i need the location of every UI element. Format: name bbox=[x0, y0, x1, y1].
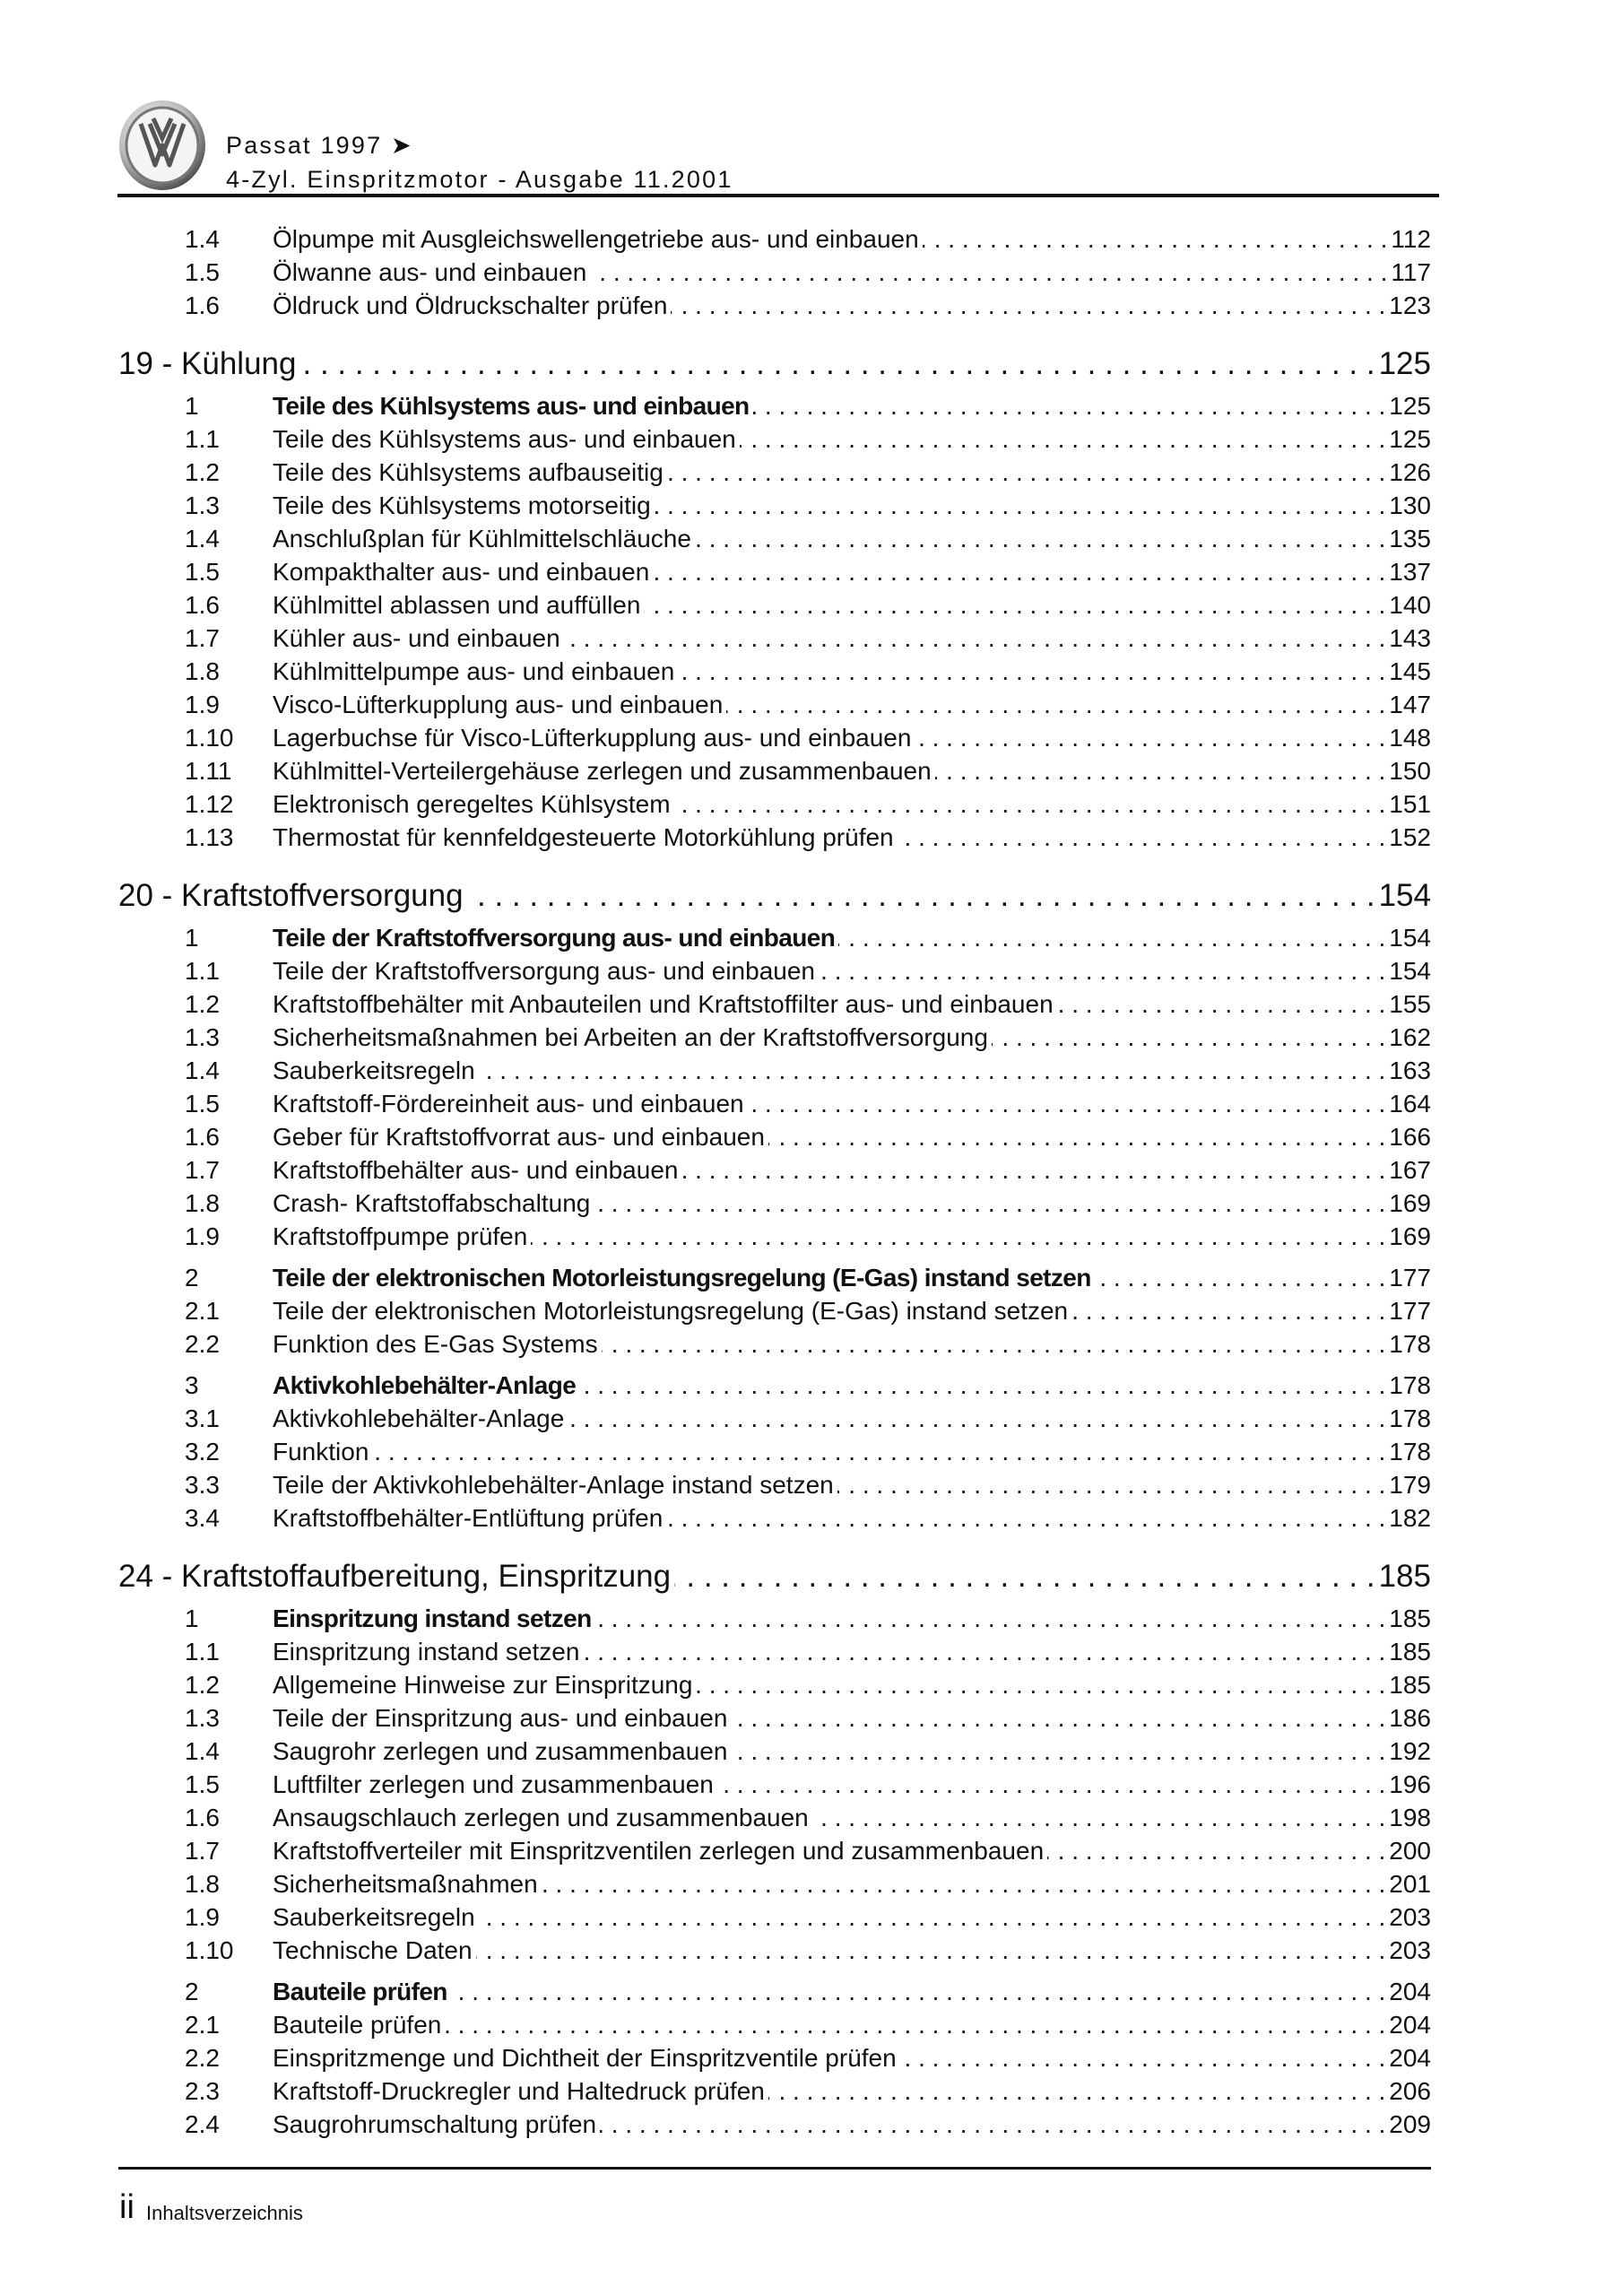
entry-page-number: 166 bbox=[1389, 1123, 1431, 1151]
entry-page-number: 200 bbox=[1389, 1837, 1431, 1865]
entry-title: Lagerbuchse für Visco-Lüfterkupplung aus- und einbauen bbox=[273, 724, 912, 752]
toc-entry[interactable] bbox=[118, 1220, 1431, 1253]
dot-leader bbox=[898, 821, 1386, 854]
dot-leader bbox=[602, 1327, 1386, 1361]
dot-leader bbox=[644, 588, 1385, 622]
dot-leader bbox=[579, 1369, 1385, 1402]
entry-page-number: 178 bbox=[1389, 1438, 1431, 1465]
entry-title: Sicherheitsmaßnahmen bei Arbeiten an der Kraftstoffversorgung bbox=[273, 1023, 988, 1051]
document-header bbox=[226, 128, 733, 196]
entry-page-number: 209 bbox=[1389, 2110, 1431, 2138]
entry-page-number: 179 bbox=[1389, 1471, 1431, 1499]
entry-number: 1.5 bbox=[185, 258, 220, 286]
entry-number: 2.1 bbox=[185, 1297, 220, 1325]
dot-leader bbox=[451, 1975, 1385, 2008]
dot-leader bbox=[819, 954, 1385, 987]
entry-page-number: 135 bbox=[1389, 525, 1431, 552]
header-model: Passat 1997 ➤ bbox=[226, 132, 413, 159]
entry-number: 1.1 bbox=[185, 957, 220, 985]
entry-page-number: 145 bbox=[1389, 657, 1431, 685]
dot-leader bbox=[568, 1402, 1385, 1435]
entry-title: Technische Daten bbox=[273, 1936, 473, 1964]
entry-number: 1.2 bbox=[185, 458, 220, 486]
entry-title: Kompakthalter aus- und einbauen bbox=[273, 558, 650, 586]
entry-title: Öldruck und Öldruckschalter prüfen bbox=[273, 291, 668, 319]
entry-page-number: 177 bbox=[1389, 1297, 1431, 1325]
toc-chapter[interactable] bbox=[118, 347, 1431, 380]
toc-entry[interactable] bbox=[118, 1294, 1431, 1327]
entry-title: Saugrohr zerlegen und zusammenbauen bbox=[273, 1737, 728, 1765]
entry-page-number: 125 bbox=[1378, 346, 1431, 381]
entry-title: Kraftstoffbehälter mit Anbauteilen und Kraftstoffilter aus- und einbauen bbox=[273, 990, 1054, 1018]
entry-page-number: 204 bbox=[1389, 2044, 1431, 2072]
entry-title: Einspritzmenge und Dichtheit der Einspritzventile prüfen bbox=[273, 2044, 897, 2072]
entry-title: Luftfilter zerlegen und zusammenbauen bbox=[273, 1770, 714, 1798]
entry-number: 1 bbox=[185, 924, 199, 952]
entry-number: 1.10 bbox=[185, 1936, 234, 1964]
entry-page-number: 178 bbox=[1389, 1371, 1431, 1399]
entry-number: 1.8 bbox=[185, 1189, 220, 1217]
entry-title: Aktivkohlebehälter-Anlage bbox=[273, 1371, 577, 1399]
toc-entry[interactable] bbox=[118, 1435, 1431, 1468]
entry-title: Ansaugschlauch zerlegen und zusammenbauen bbox=[273, 1804, 809, 1831]
entry-page-number: 148 bbox=[1389, 724, 1431, 752]
toc-entry[interactable] bbox=[118, 2108, 1431, 2141]
entry-page-number: 154 bbox=[1378, 878, 1431, 913]
toc-section[interactable] bbox=[118, 1975, 1431, 2008]
entry-page-number: 154 bbox=[1389, 924, 1431, 952]
entry-number: 1 bbox=[185, 392, 199, 420]
entry-number: 1.3 bbox=[185, 1704, 220, 1732]
toc-entry[interactable] bbox=[118, 2041, 1431, 2074]
toc-entry[interactable] bbox=[118, 422, 1431, 456]
entry-page-number: 154 bbox=[1389, 957, 1431, 985]
entry-title: Einspritzung instand setzen bbox=[273, 1605, 592, 1632]
toc-entry[interactable] bbox=[118, 1153, 1431, 1187]
toc-entry[interactable] bbox=[118, 1402, 1431, 1435]
footer-rule bbox=[118, 2167, 1431, 2170]
dot-leader bbox=[923, 222, 1388, 256]
entry-title: Kraftstoff-Druckregler und Haltedruck prüfen bbox=[273, 2077, 765, 2105]
entry-title: Allgemeine Hinweise zur Einspritzung bbox=[273, 1671, 693, 1699]
toc-entry[interactable] bbox=[118, 1635, 1431, 1668]
dot-leader bbox=[992, 1021, 1385, 1054]
toc-entry[interactable] bbox=[118, 289, 1431, 322]
toc-entry[interactable] bbox=[118, 1768, 1431, 1801]
entry-number: 3.4 bbox=[185, 1504, 220, 1532]
entry-number: 1.9 bbox=[185, 1222, 220, 1250]
dot-leader bbox=[671, 289, 1385, 322]
entry-title: Ölwanne aus- und einbauen bbox=[273, 258, 587, 286]
dot-leader bbox=[299, 347, 1375, 380]
dot-leader bbox=[667, 456, 1385, 489]
entry-page-number: 151 bbox=[1389, 790, 1431, 818]
entry-number: 1.3 bbox=[185, 491, 220, 519]
dot-leader bbox=[476, 1934, 1386, 1967]
dot-leader bbox=[731, 1735, 1385, 1768]
entry-page-number: 152 bbox=[1389, 823, 1431, 851]
entry-number: 1.2 bbox=[185, 990, 220, 1018]
dot-leader bbox=[583, 1635, 1385, 1668]
entry-number: 1.2 bbox=[185, 1671, 220, 1699]
toc-entry[interactable] bbox=[118, 622, 1431, 655]
entry-number: 2.4 bbox=[185, 2110, 220, 2138]
dot-leader bbox=[837, 1468, 1386, 1501]
entry-title: Aktivkohlebehälter-Anlage bbox=[273, 1405, 565, 1432]
entry-page-number: 117 bbox=[1391, 258, 1431, 286]
entry-number: 1.1 bbox=[185, 1638, 220, 1665]
toc-section[interactable] bbox=[118, 921, 1431, 954]
dot-leader bbox=[467, 879, 1375, 912]
dot-leader bbox=[372, 1435, 1385, 1468]
entry-number: 2 bbox=[185, 1264, 199, 1292]
entry-number: 1.4 bbox=[185, 1057, 220, 1084]
entry-title: Funktion des E-Gas Systems bbox=[273, 1330, 598, 1358]
entry-page-number: 143 bbox=[1389, 624, 1431, 652]
entry-title: Kühlmittelpumpe aus- und einbauen bbox=[273, 657, 675, 685]
entry-number: 1.10 bbox=[185, 724, 234, 752]
entry-page-number: 150 bbox=[1389, 757, 1431, 785]
dot-leader bbox=[731, 1701, 1385, 1735]
entry-page-number: 125 bbox=[1389, 392, 1431, 420]
entry-page-number: 140 bbox=[1389, 591, 1431, 619]
dot-leader bbox=[590, 256, 1387, 289]
entry-title: Teile der Einspritzung aus- und einbauen bbox=[273, 1704, 728, 1732]
toc-entry[interactable] bbox=[118, 256, 1431, 289]
dot-leader bbox=[695, 522, 1385, 555]
dot-leader bbox=[1047, 1834, 1385, 1867]
entry-number: 1.4 bbox=[185, 225, 220, 253]
entry-title: Saugrohrumschaltung prüfen bbox=[273, 2110, 597, 2138]
entry-page-number: 185 bbox=[1389, 1671, 1431, 1699]
entry-title: Kühlmittel-Verteilergehäuse zerlegen und zusammenbauen bbox=[273, 757, 932, 785]
entry-number: 1.3 bbox=[185, 1023, 220, 1051]
entry-page-number: 167 bbox=[1389, 1156, 1431, 1184]
toc-entry[interactable] bbox=[118, 1867, 1431, 1900]
toc-entry[interactable] bbox=[118, 1120, 1431, 1153]
header-edition: 4-Zyl. Einspritzmotor - Ausgabe 11.2001 bbox=[226, 166, 733, 193]
entry-title: 19 - Kühlung bbox=[118, 346, 297, 381]
dot-leader bbox=[1071, 1294, 1385, 1327]
entry-page-number: 123 bbox=[1389, 291, 1431, 319]
toc-entry[interactable] bbox=[118, 1087, 1431, 1120]
entry-title: 24 - Kraftstoffaufbereitung, Einspritzung bbox=[118, 1559, 672, 1594]
entry-title: Thermostat für kennfeldgesteuerte Motorkühlung prüfen bbox=[273, 823, 894, 851]
entry-page-number: 182 bbox=[1389, 1504, 1431, 1532]
entry-title: Kraftstoffbehälter aus- und einbauen bbox=[273, 1156, 679, 1184]
entry-title: Sauberkeitsregeln bbox=[273, 1057, 475, 1084]
entry-title: Anschlußplan für Kühlmittelschläuche bbox=[273, 525, 691, 552]
entry-number: 1.4 bbox=[185, 1737, 220, 1765]
dot-leader bbox=[479, 1054, 1386, 1087]
dot-leader bbox=[666, 1501, 1385, 1535]
dot-leader bbox=[653, 555, 1385, 588]
entry-number: 1.9 bbox=[185, 691, 220, 718]
dot-leader bbox=[479, 1900, 1386, 1934]
toc-entry[interactable] bbox=[118, 754, 1431, 787]
toc-entry[interactable] bbox=[118, 1187, 1431, 1220]
entry-number: 3.1 bbox=[185, 1405, 220, 1432]
entry-number: 1.5 bbox=[185, 1090, 220, 1118]
entry-page-number: 185 bbox=[1389, 1638, 1431, 1665]
entry-number: 1.5 bbox=[185, 558, 220, 586]
dot-leader bbox=[812, 1801, 1386, 1834]
dot-leader bbox=[674, 787, 1386, 821]
entry-page-number: 177 bbox=[1389, 1264, 1431, 1292]
dot-leader bbox=[674, 1560, 1375, 1593]
toc-entry[interactable] bbox=[118, 2008, 1431, 2041]
entry-title: Kraftstoffpumpe prüfen bbox=[273, 1222, 528, 1250]
entry-title: 20 - Kraftstoffversorgung bbox=[118, 878, 464, 913]
dot-leader bbox=[678, 655, 1385, 688]
entry-number: 1.12 bbox=[185, 790, 234, 818]
entry-title: Kraftstoffbehälter-Entlüftung prüfen bbox=[273, 1504, 664, 1532]
toc-section[interactable] bbox=[118, 1369, 1431, 1402]
entry-page-number: 201 bbox=[1389, 1870, 1431, 1898]
entry-number: 1.6 bbox=[185, 1123, 220, 1151]
entry-page-number: 163 bbox=[1389, 1057, 1431, 1084]
entry-page-number: 186 bbox=[1389, 1704, 1431, 1732]
entry-number: 1.8 bbox=[185, 657, 220, 685]
dot-leader bbox=[696, 1668, 1385, 1701]
toc-section[interactable] bbox=[118, 1602, 1431, 1635]
toc-entry[interactable] bbox=[118, 1021, 1431, 1054]
dot-leader bbox=[753, 389, 1386, 422]
footer-page-number: ii bbox=[119, 2188, 134, 2226]
dot-leader bbox=[445, 2008, 1385, 2041]
entry-number: 1.7 bbox=[185, 1156, 220, 1184]
toc-entry[interactable] bbox=[118, 821, 1431, 854]
entry-title: Crash- Kraftstoffabschaltung bbox=[273, 1189, 591, 1217]
entry-number: 3 bbox=[185, 1371, 199, 1399]
dot-leader bbox=[935, 754, 1386, 787]
entry-number: 1.4 bbox=[185, 525, 220, 552]
entry-title: Teile des Kühlsystems aus- und einbauen bbox=[273, 392, 750, 420]
toc-entry[interactable] bbox=[118, 588, 1431, 622]
dot-leader bbox=[564, 622, 1386, 655]
entry-number: 1.6 bbox=[185, 291, 220, 319]
entry-number: 3.3 bbox=[185, 1471, 220, 1499]
entry-number: 2.3 bbox=[185, 2077, 220, 2105]
entry-page-number: 203 bbox=[1389, 1936, 1431, 1964]
dot-leader bbox=[717, 1768, 1385, 1801]
dot-leader bbox=[681, 1153, 1385, 1187]
entry-page-number: 137 bbox=[1389, 558, 1431, 586]
dot-leader bbox=[655, 489, 1386, 522]
entry-page-number: 192 bbox=[1389, 1737, 1431, 1765]
entry-title: Ölpumpe mit Ausgleichswellengetriebe aus- und einbauen bbox=[273, 225, 919, 253]
entry-title: Sicherheitsmaßnahmen bbox=[273, 1870, 538, 1898]
toc-entry[interactable] bbox=[118, 1834, 1431, 1867]
entry-number: 2.1 bbox=[185, 2011, 220, 2039]
dot-leader bbox=[600, 2108, 1385, 2141]
entry-title: Visco-Lüfterkupplung aus- und einbauen bbox=[273, 691, 724, 718]
toc-entry[interactable] bbox=[118, 721, 1431, 754]
entry-title: Teile des Kühlsystems motorseitig bbox=[273, 491, 651, 519]
entry-page-number: 178 bbox=[1389, 1330, 1431, 1358]
toc-entry[interactable] bbox=[118, 555, 1431, 588]
entry-title: Kühler aus- und einbauen bbox=[273, 624, 560, 652]
toc-entry[interactable] bbox=[118, 222, 1431, 256]
entry-number: 1.6 bbox=[185, 591, 220, 619]
entry-title: Teile der elektronischen Motorleistungsregelung (E-Gas) instand setzen bbox=[273, 1297, 1069, 1325]
entry-page-number: 196 bbox=[1389, 1770, 1431, 1798]
entry-number: 2.2 bbox=[185, 1330, 220, 1358]
table-of-contents bbox=[118, 222, 1431, 2141]
dot-leader bbox=[594, 1187, 1385, 1220]
toc-entry[interactable] bbox=[118, 688, 1431, 721]
entry-title: Elektronisch geregeltes Kühlsystem bbox=[273, 790, 671, 818]
entry-page-number: 206 bbox=[1389, 2077, 1431, 2105]
dot-leader bbox=[838, 921, 1385, 954]
entry-number: 1.5 bbox=[185, 1770, 220, 1798]
toc-entry[interactable] bbox=[118, 456, 1431, 489]
toc-chapter[interactable] bbox=[118, 1560, 1431, 1593]
entry-title: Kühlmittel ablassen und auffüllen bbox=[273, 591, 641, 619]
toc-entry[interactable] bbox=[118, 1801, 1431, 1834]
toc-entry[interactable] bbox=[118, 1934, 1431, 1967]
entry-title: Teile der Kraftstoffversorgung aus- und einbauen bbox=[273, 957, 815, 985]
entry-page-number: 155 bbox=[1389, 990, 1431, 1018]
entry-title: Kraftstoff-Fördereinheit aus- und einbauen bbox=[273, 1090, 744, 1118]
entry-number: 1.8 bbox=[185, 1870, 220, 1898]
entry-title: Kraftstoffverteiler mit Einspritzventilen zerlegen und zusammenbauen bbox=[273, 1837, 1045, 1865]
entry-number: 1.7 bbox=[185, 1837, 220, 1865]
entry-number: 2.2 bbox=[185, 2044, 220, 2072]
entry-title: Bauteile prüfen bbox=[273, 1978, 447, 2005]
entry-page-number: 125 bbox=[1389, 425, 1431, 453]
entry-title: Teile des Kühlsystems aus- und einbauen bbox=[273, 425, 736, 453]
header-rule bbox=[117, 194, 1439, 197]
entry-title: Teile der Aktivkohlebehälter-Anlage instand setzen bbox=[273, 1471, 834, 1499]
entry-number: 2 bbox=[185, 1978, 199, 2005]
entry-page-number: 204 bbox=[1389, 1978, 1431, 2005]
toc-entry[interactable] bbox=[118, 1501, 1431, 1535]
dot-leader bbox=[1057, 987, 1386, 1021]
entry-page-number: 169 bbox=[1389, 1222, 1431, 1250]
entry-number: 3.2 bbox=[185, 1438, 220, 1465]
toc-entry[interactable] bbox=[118, 1735, 1431, 1768]
entry-title: Sauberkeitsregeln bbox=[273, 1903, 475, 1931]
toc-entry[interactable] bbox=[118, 787, 1431, 821]
entry-page-number: 164 bbox=[1389, 1090, 1431, 1118]
entry-page-number: 112 bbox=[1391, 225, 1431, 253]
entry-page-number: 169 bbox=[1389, 1189, 1431, 1217]
dot-leader bbox=[740, 422, 1386, 456]
entry-title: Bauteile prüfen bbox=[273, 2011, 442, 2039]
dot-leader bbox=[595, 1602, 1386, 1635]
toc-section[interactable] bbox=[118, 1261, 1431, 1294]
dot-leader bbox=[542, 1867, 1386, 1900]
entry-page-number: 198 bbox=[1389, 1804, 1431, 1831]
dot-leader bbox=[768, 1120, 1385, 1153]
vw-logo bbox=[117, 99, 207, 192]
entry-page-number: 178 bbox=[1389, 1405, 1431, 1432]
toc-entry[interactable] bbox=[118, 522, 1431, 555]
toc-entry[interactable] bbox=[118, 655, 1431, 688]
entry-page-number: 203 bbox=[1389, 1903, 1431, 1931]
toc-entry[interactable] bbox=[118, 987, 1431, 1021]
entry-number: 1 bbox=[185, 1605, 199, 1632]
dot-leader bbox=[748, 1087, 1386, 1120]
dot-leader bbox=[768, 2074, 1385, 2108]
entry-page-number: 204 bbox=[1389, 2011, 1431, 2039]
entry-title: Funktion bbox=[273, 1438, 369, 1465]
entry-title: Teile der elektronischen Motorleistungsregelung (E-Gas) instand setzen bbox=[273, 1264, 1091, 1292]
entry-page-number: 126 bbox=[1389, 458, 1431, 486]
entry-title: Geber für Kraftstoffvorrat aus- und einbauen bbox=[273, 1123, 765, 1151]
dot-leader bbox=[726, 688, 1385, 721]
entry-number: 1.6 bbox=[185, 1804, 220, 1831]
toc-entry[interactable] bbox=[118, 489, 1431, 522]
entry-page-number: 162 bbox=[1389, 1023, 1431, 1051]
toc-entry[interactable] bbox=[118, 1900, 1431, 1934]
dot-leader bbox=[531, 1220, 1385, 1253]
entry-page-number: 185 bbox=[1378, 1559, 1431, 1594]
entry-number: 1.9 bbox=[185, 1903, 220, 1931]
dot-leader bbox=[900, 2041, 1386, 2074]
footer-label: Inhaltsverzeichnis bbox=[146, 2202, 303, 2224]
entry-page-number: 147 bbox=[1389, 691, 1431, 718]
toc-section[interactable] bbox=[118, 389, 1431, 422]
entry-number: 1.7 bbox=[185, 624, 220, 652]
toc-entry[interactable] bbox=[118, 1668, 1431, 1701]
entry-title: Teile der Kraftstoffversorgung aus- und einbauen bbox=[273, 924, 836, 952]
entry-title: Einspritzung instand setzen bbox=[273, 1638, 580, 1665]
dot-leader bbox=[1095, 1261, 1386, 1294]
toc-chapter[interactable] bbox=[118, 879, 1431, 912]
toc-entry[interactable] bbox=[118, 1054, 1431, 1087]
entry-page-number: 130 bbox=[1389, 491, 1431, 519]
entry-number: 1.1 bbox=[185, 425, 220, 453]
entry-title: Teile des Kühlsystems aufbauseitig bbox=[273, 458, 664, 486]
toc-entry[interactable] bbox=[118, 1701, 1431, 1735]
dot-leader bbox=[915, 721, 1385, 754]
entry-number: 1.11 bbox=[185, 757, 232, 785]
entry-page-number: 185 bbox=[1389, 1605, 1431, 1632]
toc-entry[interactable] bbox=[118, 2074, 1431, 2108]
toc-entry[interactable] bbox=[118, 1327, 1431, 1361]
entry-number: 1.13 bbox=[185, 823, 234, 851]
toc-entry[interactable] bbox=[118, 1468, 1431, 1501]
toc-entry[interactable] bbox=[118, 954, 1431, 987]
